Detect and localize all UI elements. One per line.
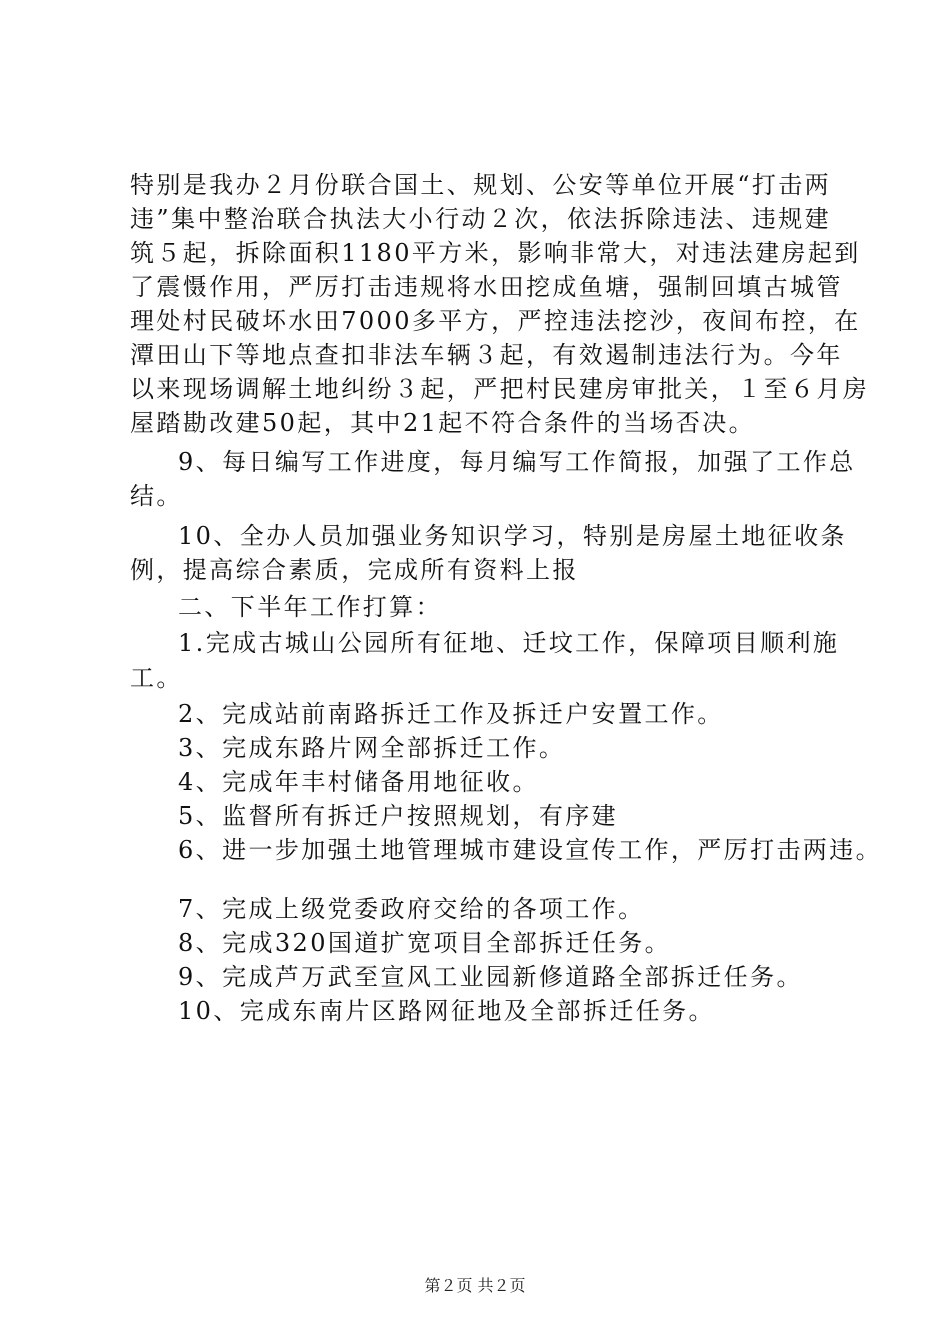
plan-item-6: 6、进一步加强土地管理城市建设宣传工作，严厉打击两违。 xyxy=(178,836,883,864)
item-10-line-2: 例，提高综合素质，完成所有资料上报 xyxy=(130,556,579,584)
plan-item-8: 8、完成320国道扩宽项目全部拆迁任务。 xyxy=(178,929,672,957)
body-line-7: 以来现场调解土地纠纷３起，严把村民建房审批关，１至６月房 xyxy=(130,375,870,403)
plan-item-2: 2、完成站前南路拆迁工作及拆迁户安置工作。 xyxy=(178,700,724,728)
plan-item-1-line-2: 工。 xyxy=(130,664,183,692)
body-line-8: 屋踏勘改建50起，其中21起不符合条件的当场否决。 xyxy=(130,409,756,437)
body-line-2: 违”集中整治联合执法大小行动２次，依法拆除违法、违规建 xyxy=(130,205,832,233)
item-10-line-1: 10、全办人员加强业务知识学习，特别是房屋土地征收条 xyxy=(178,522,847,550)
body-line-5: 理处村民破坏水田7000多平方，严控违法挖沙，夜间布控，在 xyxy=(130,307,861,335)
body-line-6: 潭田山下等地点查扣非法车辆３起，有效遏制违法行为。今年 xyxy=(130,341,843,369)
section-heading: 二、下半年工作打算： xyxy=(178,593,442,621)
plan-item-4: 4、完成年丰村储备用地征收。 xyxy=(178,768,539,796)
body-line-1: 特别是我办２月份联合国土、规划、公安等单位开展“打击两 xyxy=(130,171,832,199)
plan-item-3: 3、完成东路片网全部拆迁工作。 xyxy=(178,734,566,762)
plan-item-1-line-1: 1.完成古城山公园所有征地、迁坟工作，保障项目顺利施 xyxy=(178,629,840,657)
page-footer: 第２页 共２页 xyxy=(424,1276,526,1295)
plan-item-9: 9、完成芦万武至宣风工业园新修道路全部拆迁任务。 xyxy=(178,963,803,991)
body-line-4: 了震慑作用，严厉打击违规将水田挖成鱼塘，强制回填古城管 xyxy=(130,273,843,301)
plan-item-5: 5、监督所有拆迁户按照规划，有序建 xyxy=(178,802,619,830)
plan-item-7: 7、完成上级党委政府交给的各项工作。 xyxy=(178,895,645,923)
item-9-line-2: 结。 xyxy=(130,482,183,510)
plan-item-10: 10、完成东南片区路网征地及全部拆迁任务。 xyxy=(178,997,715,1025)
body-line-3: 筑５起，拆除面积1180平方米，影响非常大，对违法建房起到 xyxy=(130,239,861,267)
item-9-line-1: 9、每日编写工作进度，每月编写工作简报，加强了工作总 xyxy=(178,448,856,476)
